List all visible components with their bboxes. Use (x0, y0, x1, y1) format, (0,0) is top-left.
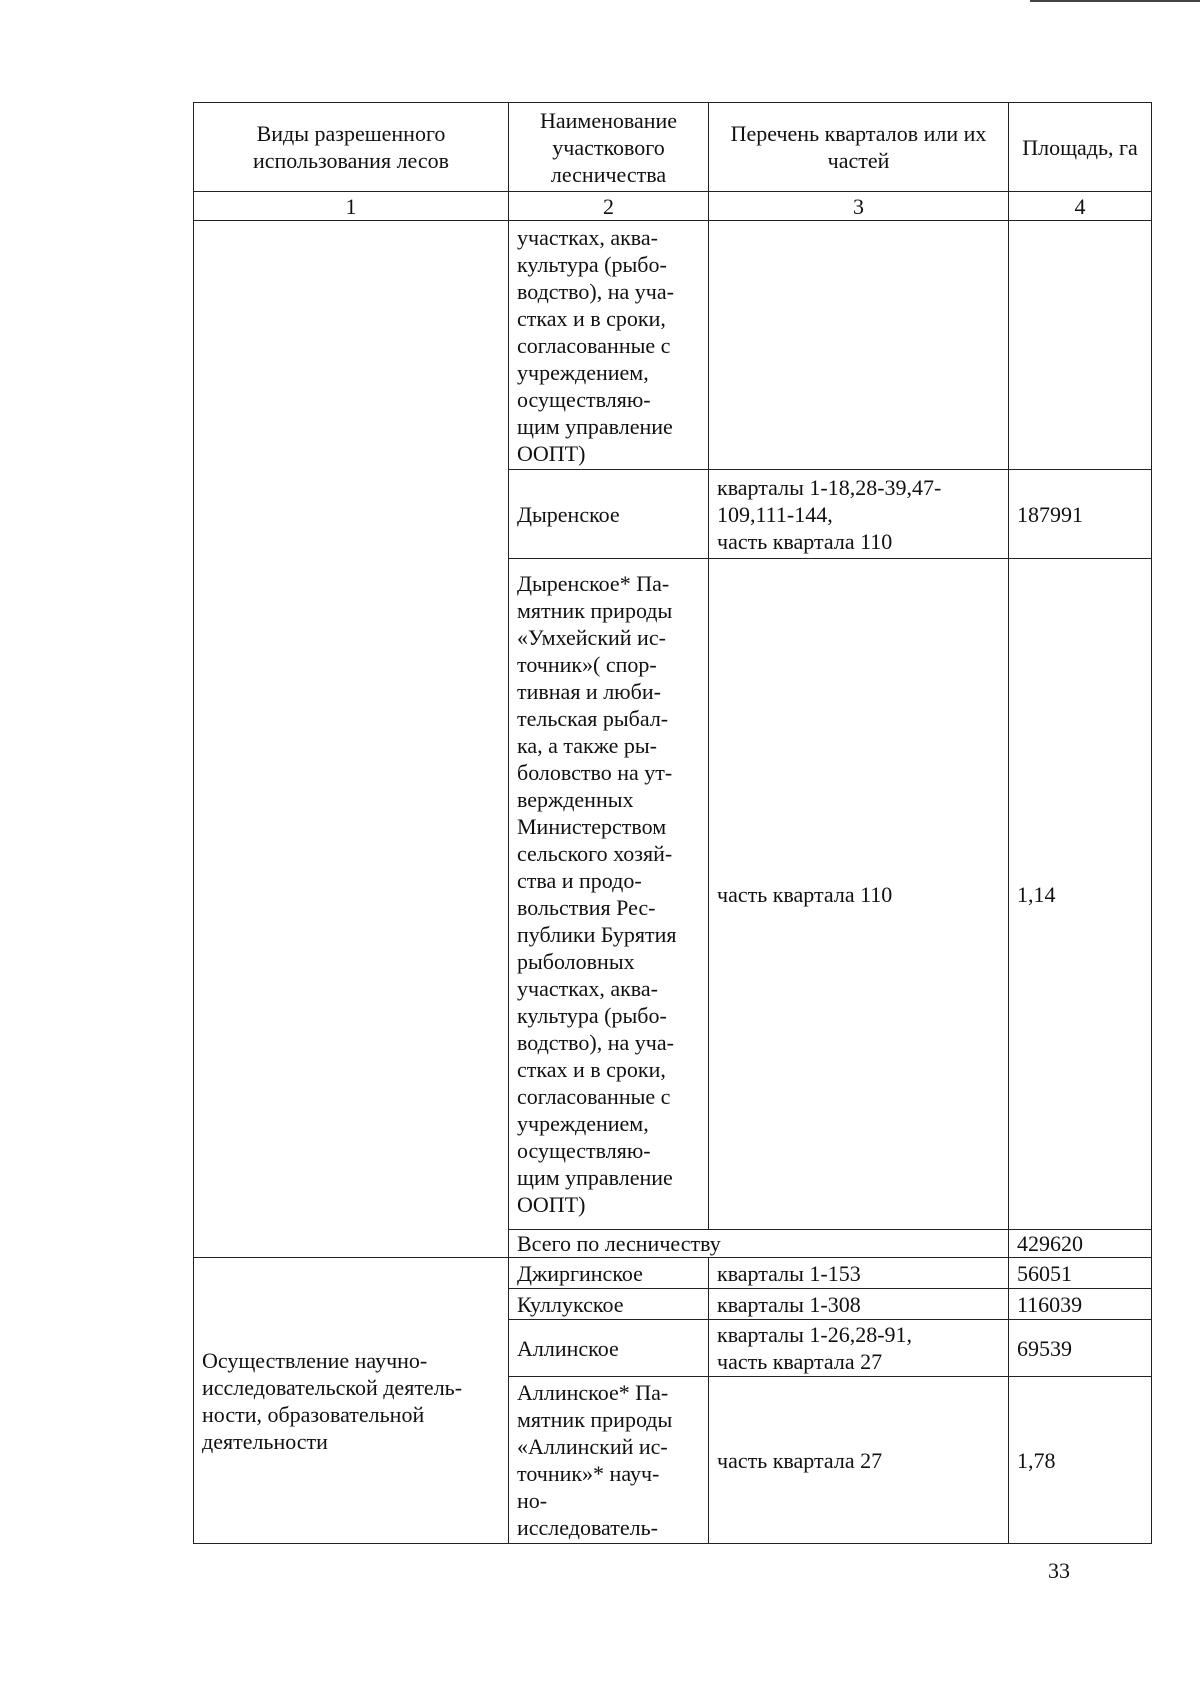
quarters-cell: кварталы 1-308 (709, 1289, 1009, 1320)
quarters-cell: часть квартала 27 (709, 1377, 1009, 1544)
column-number-row (194, 192, 1152, 221)
header-forestry-name: Наименование участкового лесничества (509, 103, 709, 192)
column-number: 2 (509, 192, 709, 221)
area-cell: 1,14 (1009, 559, 1152, 1230)
quarters-cell: кварталы 1-26,28-91, часть квартала 27 (709, 1320, 1009, 1377)
page-edge-line (1030, 0, 1200, 2)
forestry-name-cell: Дыренское (509, 470, 709, 559)
quarters-cell: кварталы 1-153 (709, 1258, 1009, 1289)
total-label: Всего по лесничеству (509, 1230, 1009, 1258)
forestry-name-cell: участках, аква- культура (рыбо- водство), на уча- стках и в сроки, согласованные с учреждением, осуществляю- щим управление ООПТ) (509, 221, 709, 470)
header-quarters: Перечень кварталов или их частей (709, 103, 1009, 192)
header-use-type: Виды разрешенного использования лесов (194, 103, 509, 192)
page-number: 33 (1048, 1558, 1070, 1583)
forestry-name-cell: Куллукское (509, 1289, 709, 1320)
quarters-cell: кварталы 1-18,28-39,47- 109,111-144, часть квартала 110 (709, 470, 1009, 559)
use-type-cell: Осуществление научно- исследовательской деятель- ности, образовательной деятельности (194, 1258, 509, 1544)
column-number: 4 (1009, 192, 1152, 221)
forestry-name-cell: Аллинское (509, 1320, 709, 1377)
forest-use-table (193, 102, 1152, 1544)
table-row (194, 221, 1152, 470)
area-cell: 187991 (1009, 470, 1152, 559)
forestry-name-cell: Джиргинское (509, 1258, 709, 1289)
use-type-cell-empty (194, 221, 509, 1258)
area-cell: 1,78 (1009, 1377, 1152, 1544)
quarters-cell: часть квартала 110 (709, 559, 1009, 1230)
column-number: 3 (709, 192, 1009, 221)
table-row (194, 1258, 1152, 1289)
area-cell (1009, 221, 1152, 470)
table-header-row (194, 103, 1152, 192)
area-cell: 116039 (1009, 1289, 1152, 1320)
total-area: 429620 (1009, 1230, 1152, 1258)
quarters-cell (709, 221, 1009, 470)
area-cell: 56051 (1009, 1258, 1152, 1289)
forestry-name-cell: Аллинское* Па- мятник природы «Аллинский ис- точник»* науч- но- исследователь- (509, 1377, 709, 1544)
column-number: 1 (194, 192, 509, 221)
area-cell: 69539 (1009, 1320, 1152, 1377)
forestry-name-cell: Дыренское* Па- мятник природы «Умхейский ис- точник»( спор- тивная и люби- тельская рыбал- ка, а также ры- боловство на ут- вержденных Министерством сельского хозяй- ства и продо- вольствия Рес- публики Бурятия рыболовных участках, аква- культура (рыбо- водство), на уча- стках и в сроки, согласованные с учреждением, осуществляю- щим управление ООПТ) (509, 559, 709, 1230)
header-area: Площадь, га (1009, 103, 1152, 192)
